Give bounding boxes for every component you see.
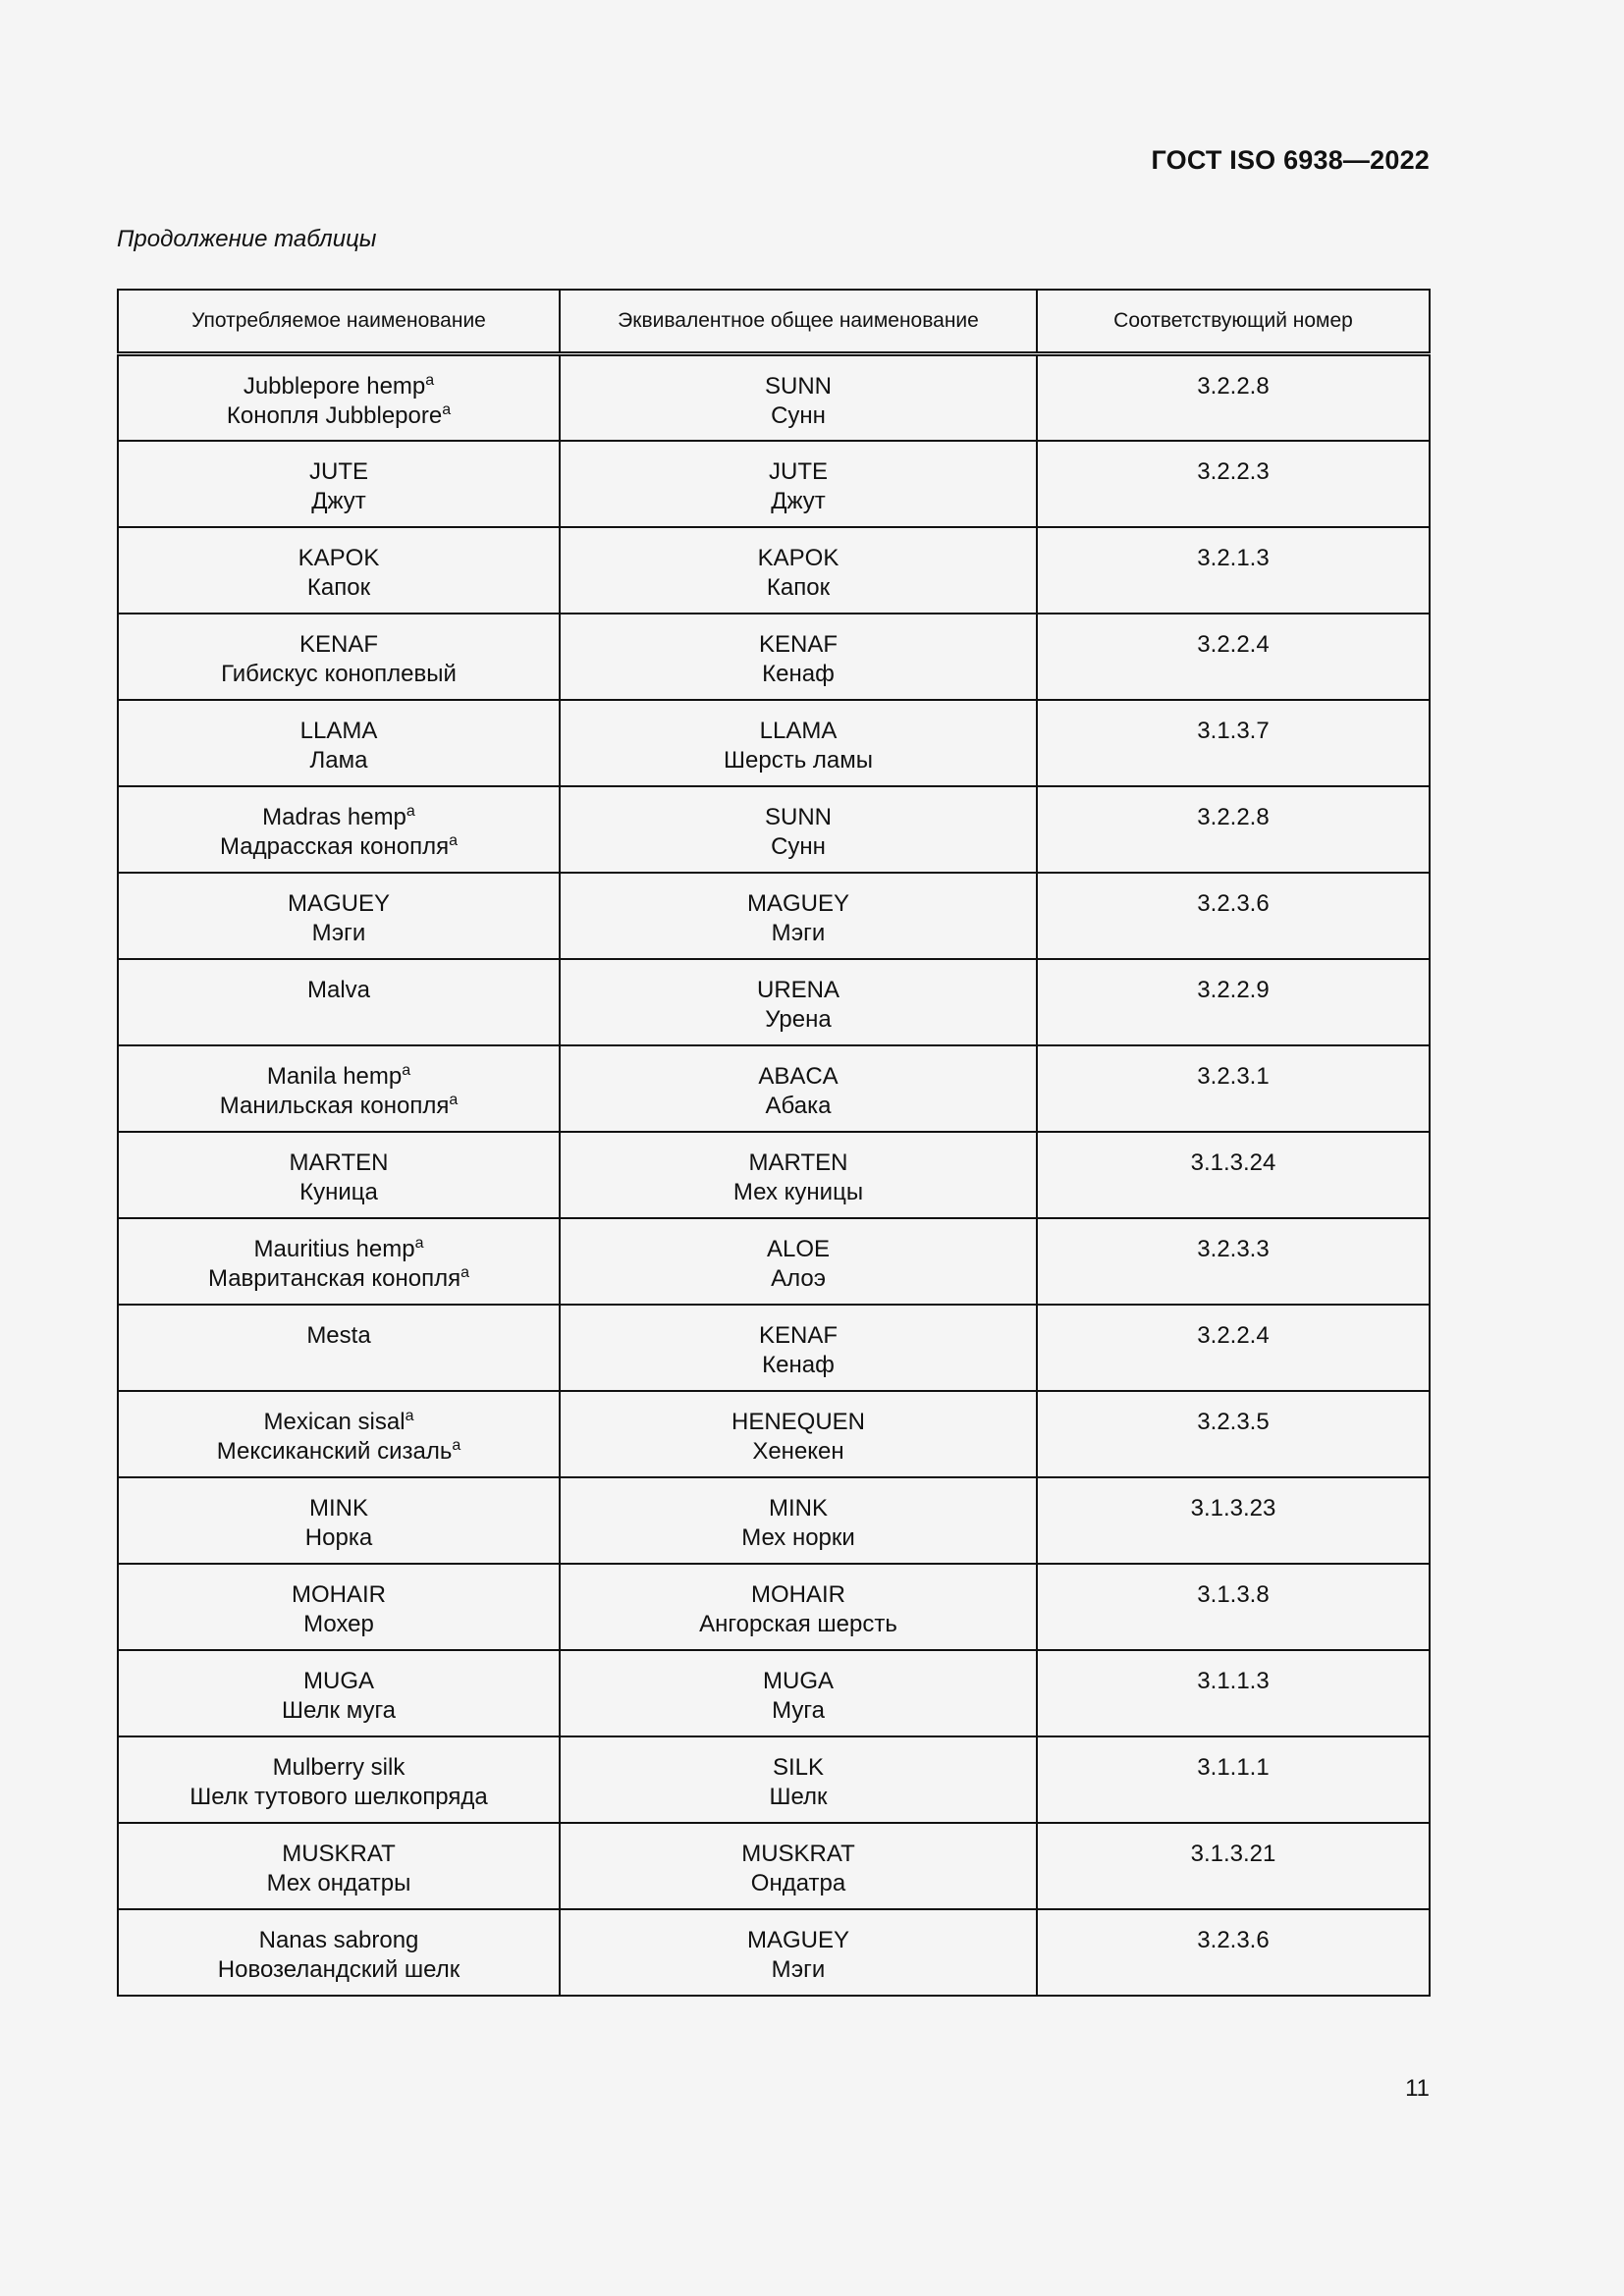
used-name-en: MINK [309, 1494, 368, 1522]
cell-generic-name [560, 1909, 1037, 1996]
used-name-en: Mesta [306, 1321, 371, 1349]
generic-name-en: SUNN [764, 373, 832, 400]
used-name-en: MARTEN [289, 1148, 389, 1176]
generic-name-ru: Кенаф [762, 660, 835, 687]
used-name-ru: Шелк тутового шелкопряда [189, 1783, 488, 1810]
used-name-ru: Мавританская конопля [207, 1264, 461, 1292]
generic-name-en: ABACA [758, 1062, 839, 1090]
page-number: 11 [1405, 2075, 1430, 2102]
cell-generic-name [560, 1132, 1037, 1218]
cell-used-name [118, 1823, 560, 1909]
table-row [118, 873, 1430, 959]
generic-name-en: MAGUEY [746, 889, 849, 917]
generic-name-ru: Мэги [771, 919, 826, 946]
generic-name-ru: Хенекен [752, 1437, 844, 1465]
table-row [118, 1391, 1430, 1477]
cell-number [1037, 1391, 1430, 1477]
section-number: 3.2.3.3 [1197, 1235, 1270, 1262]
cell-number [1037, 959, 1430, 1045]
cell-generic-name [560, 1650, 1037, 1736]
cell-used-name [118, 1564, 560, 1650]
cell-used-name [118, 1477, 560, 1564]
generic-name-ru: Сунн [771, 402, 826, 429]
cell-used-name [118, 1909, 560, 1996]
used-name-en: Malva [306, 976, 371, 1003]
footnote-marker: a [425, 372, 435, 389]
cell-number [1037, 1305, 1430, 1391]
cell-number [1037, 1218, 1430, 1305]
used-name-ru: Норка [304, 1523, 373, 1551]
generic-name-en: MAGUEY [746, 1926, 849, 1953]
cell-number [1037, 1477, 1430, 1564]
generic-name-ru: Шелк [769, 1783, 828, 1810]
fibre-names-table [117, 289, 1431, 1997]
cell-number [1037, 873, 1430, 959]
cell-generic-name [560, 1305, 1037, 1391]
used-name-en: Madras hemp [262, 803, 406, 830]
cell-used-name [118, 527, 560, 614]
generic-name-en: SILK [772, 1753, 825, 1781]
used-name-en: LLAMA [299, 717, 378, 744]
generic-name-ru: Джут [771, 487, 826, 514]
section-number: 3.2.3.6 [1197, 889, 1270, 917]
used-name-ru: Гибискус коноплевый [221, 660, 457, 687]
generic-name-ru: Ондатра [750, 1869, 846, 1896]
generic-name-ru: Абака [765, 1092, 832, 1119]
table-row [118, 1045, 1430, 1132]
generic-name-ru: Шерсть ламы [724, 746, 873, 774]
table-row [118, 1305, 1430, 1391]
section-number: 3.1.1.1 [1197, 1753, 1270, 1781]
cell-used-name [118, 1736, 560, 1823]
cell-generic-name [560, 1477, 1037, 1564]
cell-generic-name [560, 441, 1037, 527]
cell-used-name [118, 614, 560, 700]
cell-used-name [118, 441, 560, 527]
table-row [118, 614, 1430, 700]
used-name-en: Mauritius hemp [253, 1235, 415, 1262]
used-name-en: MUSKRAT [282, 1840, 396, 1867]
table-continuation-caption: Продолжение таблицы [117, 226, 377, 252]
cell-used-name [118, 786, 560, 873]
generic-name-en: HENEQUEN [731, 1408, 866, 1435]
cell-number [1037, 700, 1430, 786]
cell-used-name [118, 700, 560, 786]
generic-name-en: MOHAIR [751, 1580, 845, 1608]
cell-used-name [118, 1305, 560, 1391]
cell-number [1037, 527, 1430, 614]
used-name-en: Manila hemp [266, 1062, 403, 1090]
generic-name-en: SUNN [764, 803, 832, 830]
table-row [118, 1477, 1430, 1564]
cell-generic-name [560, 959, 1037, 1045]
cell-number [1037, 1909, 1430, 1996]
column-header-generic-name: Эквивалентное общее наименование [560, 290, 1037, 354]
cell-used-name [118, 1650, 560, 1736]
cell-used-name [118, 1045, 560, 1132]
generic-name-en: JUTE [769, 457, 828, 485]
used-name-en: MOHAIR [292, 1580, 386, 1608]
section-number: 3.1.1.3 [1197, 1667, 1270, 1694]
cell-number [1037, 1736, 1430, 1823]
table-row [118, 1564, 1430, 1650]
used-name-ru: Лама [309, 746, 368, 774]
used-name-ru: Куница [299, 1178, 378, 1205]
table-row [118, 959, 1430, 1045]
generic-name-en: URENA [756, 976, 839, 1003]
section-number: 3.2.2.4 [1197, 1321, 1270, 1349]
cell-generic-name [560, 527, 1037, 614]
cell-generic-name [560, 1736, 1037, 1823]
used-name-en: Jubblepore hemp [243, 373, 426, 400]
table-row [118, 527, 1430, 614]
cell-used-name [118, 959, 560, 1045]
table-row [118, 1823, 1430, 1909]
section-number: 3.1.3.8 [1197, 1580, 1270, 1608]
table-body [118, 354, 1430, 1996]
used-name-ru: Капок [306, 573, 371, 601]
section-number: 3.1.3.7 [1197, 717, 1270, 744]
generic-name-ru: Мех куницы [732, 1178, 864, 1205]
used-name-ru: Мех ондатры [266, 1869, 411, 1896]
column-header-used-name: Употребляемое наименование [118, 290, 560, 354]
table-row [118, 700, 1430, 786]
generic-name-en: KAPOK [757, 544, 839, 571]
used-name-ru: Мадрасская конопля [220, 832, 450, 860]
footnote-marker: a [442, 401, 452, 418]
used-name-en: KAPOK [298, 544, 380, 571]
cell-number [1037, 1132, 1430, 1218]
used-name-ru: Мохер [303, 1610, 374, 1637]
cell-generic-name [560, 873, 1037, 959]
cell-generic-name [560, 1045, 1037, 1132]
cell-generic-name [560, 700, 1037, 786]
cell-number [1037, 1823, 1430, 1909]
used-name-ru: Джут [311, 487, 366, 514]
table-header-row [118, 290, 1430, 354]
table-row [118, 441, 1430, 527]
document-code: ГОСТ ISO 6938—2022 [1151, 145, 1430, 175]
used-name-en: MUGA [303, 1667, 374, 1694]
table-row [118, 1736, 1430, 1823]
footnote-marker: a [449, 831, 458, 849]
used-name-ru: Новозеландский шелк [217, 1955, 460, 1983]
section-number: 3.1.3.21 [1190, 1840, 1276, 1867]
section-number: 3.2.3.1 [1197, 1062, 1270, 1090]
section-number: 3.2.3.6 [1197, 1926, 1270, 1953]
footnote-marker: a [460, 1263, 470, 1281]
generic-name-en: ALOE [766, 1235, 831, 1262]
used-name-ru: Манильская конопля [219, 1092, 450, 1119]
column-header-number: Соответствующий номер [1037, 290, 1430, 354]
cell-used-name [118, 873, 560, 959]
cell-generic-name [560, 614, 1037, 700]
generic-name-en: MUGA [763, 1667, 834, 1694]
cell-number [1037, 614, 1430, 700]
used-name-en: Mulberry silk [272, 1753, 406, 1781]
table-row [118, 786, 1430, 873]
cell-used-name [118, 1218, 560, 1305]
generic-name-en: MUSKRAT [741, 1840, 855, 1867]
table-header [118, 290, 1430, 354]
cell-generic-name [560, 354, 1037, 441]
used-name-ru: Мэги [311, 919, 366, 946]
section-number: 3.2.2.9 [1197, 976, 1270, 1003]
table-row [118, 1650, 1430, 1736]
section-number: 3.2.2.8 [1197, 373, 1270, 400]
cell-number [1037, 786, 1430, 873]
used-name-en: KENAF [298, 630, 378, 658]
cell-number [1037, 441, 1430, 527]
footnote-marker: a [449, 1091, 459, 1108]
cell-used-name [118, 1132, 560, 1218]
table-row [118, 1132, 1430, 1218]
cell-used-name [118, 354, 560, 441]
cell-used-name [118, 1391, 560, 1477]
generic-name-ru: Урена [765, 1005, 832, 1033]
generic-name-en: MARTEN [748, 1148, 848, 1176]
cell-number [1037, 1045, 1430, 1132]
cell-generic-name [560, 1218, 1037, 1305]
used-name-ru: Мексиканский сизаль [216, 1437, 453, 1465]
generic-name-ru: Муга [772, 1696, 825, 1724]
generic-name-en: MINK [769, 1494, 828, 1522]
used-name-ru: Конопля Jubblepore [226, 402, 443, 429]
footnote-marker: a [452, 1436, 461, 1454]
used-name-en: MAGUEY [287, 889, 390, 917]
generic-name-en: KENAF [758, 630, 838, 658]
cell-generic-name [560, 1391, 1037, 1477]
table-row [118, 354, 1430, 441]
section-number: 3.2.1.3 [1197, 544, 1270, 571]
generic-name-ru: Ангорская шерсть [699, 1610, 897, 1637]
table-row [118, 1218, 1430, 1305]
cell-generic-name [560, 1823, 1037, 1909]
cell-number [1037, 354, 1430, 441]
cell-number [1037, 1650, 1430, 1736]
footnote-marker: a [402, 1061, 411, 1079]
used-name-ru: Шелк муга [281, 1696, 397, 1724]
used-name-en: Mexican sisal [263, 1408, 406, 1435]
section-number: 3.2.2.3 [1197, 457, 1270, 485]
section-number: 3.1.3.23 [1190, 1494, 1276, 1522]
used-name-en: Nanas sabrong [258, 1926, 419, 1953]
generic-name-ru: Мех норки [741, 1523, 855, 1551]
generic-name-ru: Капок [766, 573, 831, 601]
section-number: 3.1.3.24 [1190, 1148, 1276, 1176]
footnote-marker: a [405, 1407, 414, 1424]
generic-name-en: LLAMA [759, 717, 838, 744]
generic-name-ru: Кенаф [762, 1351, 835, 1378]
used-name-en: JUTE [309, 457, 368, 485]
generic-name-ru: Сунн [771, 832, 826, 860]
generic-name-en: KENAF [758, 1321, 838, 1349]
cell-generic-name [560, 1564, 1037, 1650]
footnote-marker: a [414, 1234, 424, 1252]
section-number: 3.2.3.5 [1197, 1408, 1270, 1435]
generic-name-ru: Алоэ [771, 1264, 826, 1292]
section-number: 3.2.2.4 [1197, 630, 1270, 658]
section-number: 3.2.2.8 [1197, 803, 1270, 830]
footnote-marker: a [406, 802, 415, 820]
cell-generic-name [560, 786, 1037, 873]
generic-name-ru: Мэги [771, 1955, 826, 1983]
table-row [118, 1909, 1430, 1996]
cell-number [1037, 1564, 1430, 1650]
